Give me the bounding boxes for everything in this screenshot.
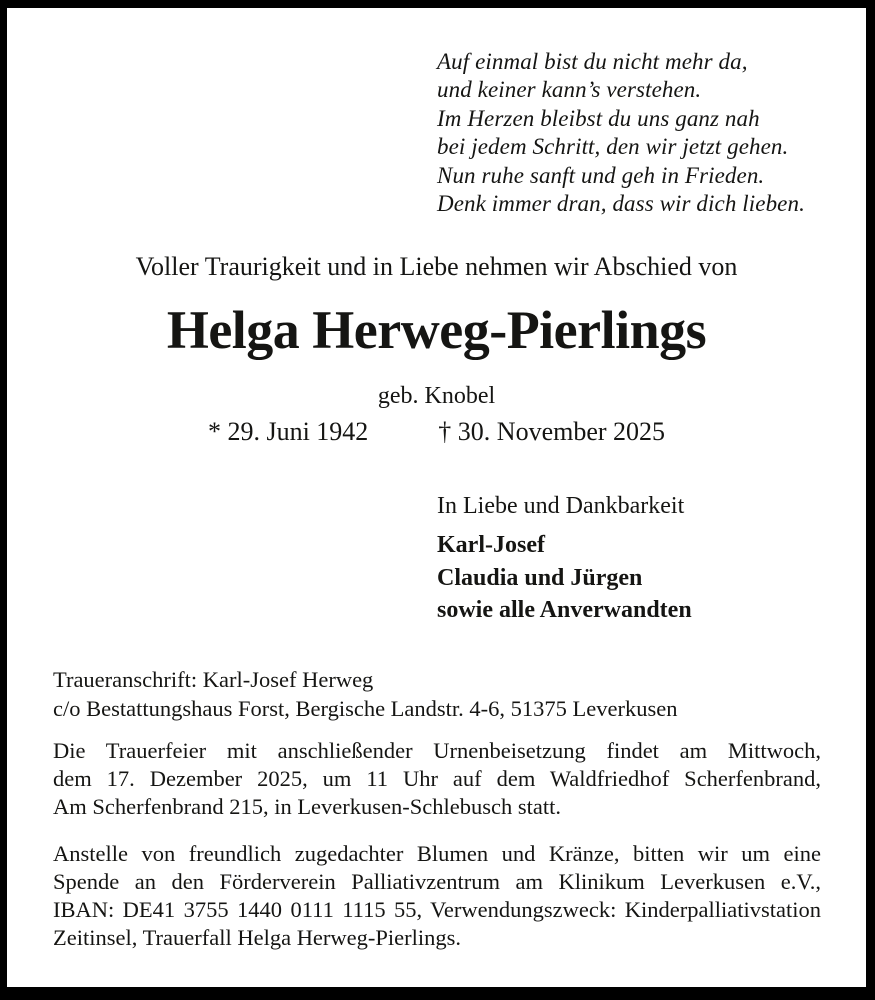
poem-line: Denk immer dran, dass wir dich lieben. [437, 191, 805, 217]
mourning-address-line: Traueranschrift: Karl-Josef Herweg [53, 667, 374, 692]
life-dates [7, 417, 866, 447]
funeral-line: dem 17. Dezember 2025, um 11 Uhr auf dem Waldfriedhof Scherfenbrand, [53, 766, 821, 791]
mourners-list [437, 529, 692, 627]
donation-request-paragraph [53, 840, 821, 952]
farewell-heading: In Liebe und Dankbarkeit [437, 493, 685, 519]
mourning-address [53, 665, 678, 723]
birth-date: * 29. Juni 1942 [207, 417, 369, 446]
poem-line: Nun ruhe sanft und geh in Frieden. [437, 162, 765, 188]
mourner-line: sowie alle Anverwandten [437, 597, 692, 623]
mourner-line: Karl-Josef [437, 532, 545, 558]
funeral-line: Die Trauerfeier mit anschließender Urnenbeisetzung findet am Mittwoch, [53, 738, 821, 763]
mourner-line: Claudia und Jürgen [437, 564, 643, 591]
donation-line: Anstelle von freundlich zugedachter Blumen und Kränze, bitten wir um eine [53, 841, 821, 866]
obituary-sheet [7, 8, 866, 987]
deceased-name: Helga Herweg-Pierlings [166, 300, 707, 360]
death-date: † 30. November 2025 [438, 417, 666, 446]
funeral-details-paragraph [53, 737, 821, 821]
poem-line: bei jedem Schritt, den wir jetzt gehen. [437, 134, 789, 160]
donation-line: IBAN: DE41 3755 1440 0111 1115 55, Verwendungszweck: Kinderpalliativstation [53, 897, 821, 922]
memorial-poem [437, 48, 805, 218]
donation-line: Zeitinsel, Trauerfall Helga Herweg-Pierlings. [53, 925, 462, 950]
donation-line: Spende an den Förderverein Palliativzentrum am Klinikum Leverkusen e.V., [53, 869, 821, 894]
poem-line: Im Herzen bleibst du uns ganz nah [437, 105, 760, 131]
poem-line: Auf einmal bist du nicht mehr da, [437, 49, 748, 74]
farewell-intro-line: Voller Traurigkeit und in Liebe nehmen wir Abschied von [135, 252, 738, 281]
maiden-name: geb. Knobel [377, 383, 496, 409]
mourning-address-line: c/o Bestattungshaus Forst, Bergische Landstr. 4-6, 51375 Leverkusen [53, 696, 678, 721]
poem-line: und keiner kann’s verstehen. [437, 77, 702, 103]
funeral-line: Am Scherfenbrand 215, in Leverkusen-Schlebusch statt. [53, 794, 561, 819]
